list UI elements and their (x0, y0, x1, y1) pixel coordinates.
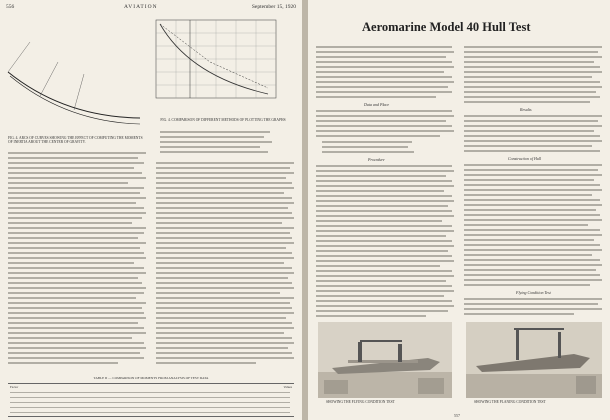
left-page (0, 0, 302, 420)
table-header-left: Factor (10, 385, 19, 389)
left-running-head: AVIATION (124, 4, 158, 10)
left-page-number: 556 (6, 4, 15, 10)
data-table (8, 383, 294, 417)
left-date: September 15, 1920 (251, 4, 296, 10)
text-line (160, 131, 270, 133)
right-page (308, 0, 610, 420)
section-heading-results: Results (520, 107, 532, 112)
grid-figure (150, 18, 296, 118)
photo-planing-condition (466, 322, 602, 398)
photo-caption-left: SHOWING THE FLYING CONDITION TEST (326, 400, 395, 404)
section-heading-data: Data and Place (364, 102, 390, 107)
section-heading-procedure: Procedure (368, 157, 385, 162)
section-heading-flying: Flying Condition Test (516, 290, 551, 295)
text-line (160, 146, 260, 148)
photo-flying-condition (318, 322, 452, 398)
right-page-number: 557 (454, 413, 460, 418)
text-line (160, 151, 268, 153)
section-heading-construction: Construction of Hull (508, 156, 542, 161)
top-figure-caption: FIG. 4. COMPARISON OF DIFFERENT METHODS OF PLOTTING THE GRAPHS (160, 118, 286, 122)
curve-figure (4, 22, 144, 132)
table-caption: TABLE II — COMPARISON OF MOMENTS FROM ANALYSIS OF TEST DATA (93, 376, 209, 380)
left-running-header (6, 4, 296, 14)
text-line (160, 136, 264, 138)
text-line (160, 141, 272, 143)
article-title: Aeromarine Model 40 Hull Test (362, 20, 531, 34)
left-figure-caption: FIG. 4. ARCS OF CURVES SHOWING THE EFFECT OF COMPUTING THE MOMENTS OF INERTIA ABOUT THE CENTER OF GRAVITY. (8, 136, 143, 145)
photo-caption-right: SHOWING THE PLANING CONDITION TEST (474, 400, 546, 404)
table-header-right: Values (283, 385, 292, 389)
